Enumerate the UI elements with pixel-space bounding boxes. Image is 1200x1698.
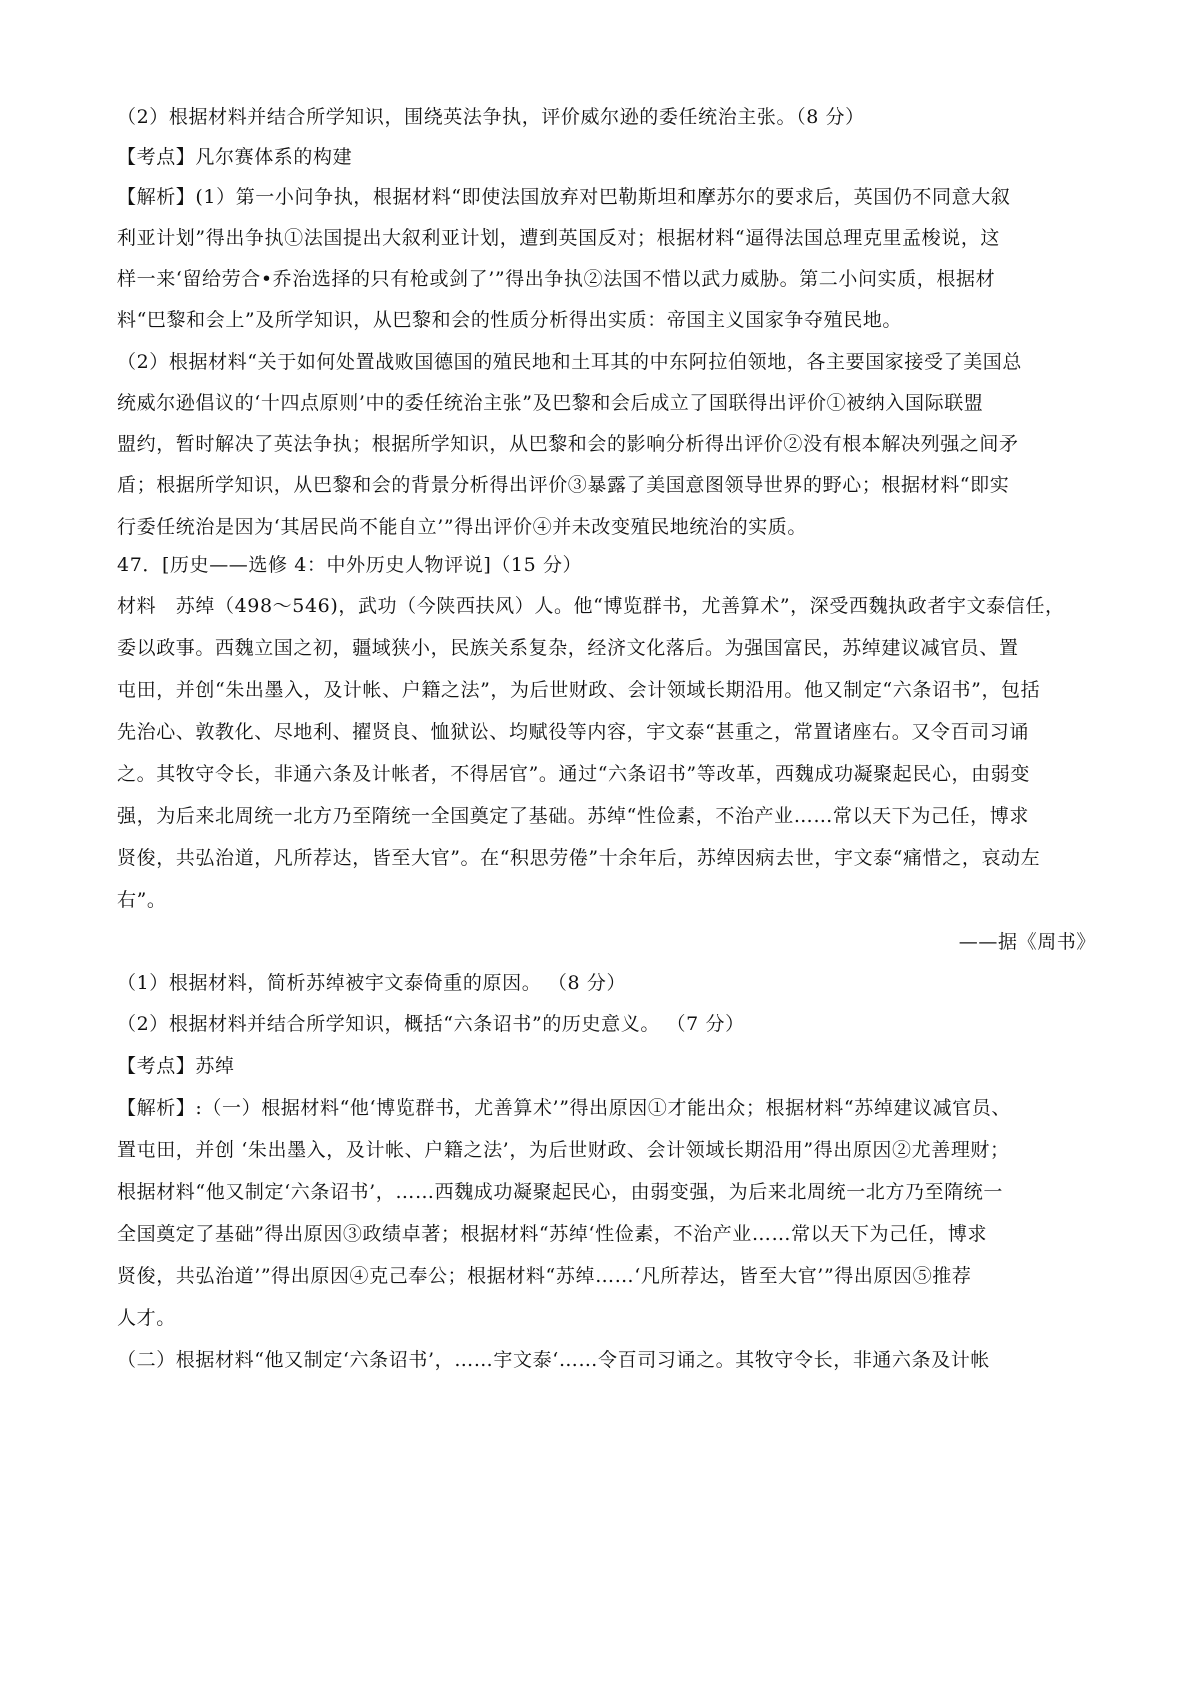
material-line: 右”。	[117, 889, 167, 911]
source-citation: ——据《周书》	[958, 931, 1096, 953]
analysis-line: （二）根据材料“他又制定‘六条诏书’，……宇文泰‘……令百司习诵之。其牧守令长，非通六条及计帐	[117, 1349, 991, 1371]
topic-label: 【考点】苏绰	[117, 1055, 235, 1077]
question-1-prompt: （1）根据材料，简析苏绰被宇文泰倚重的原因。 （8 分）	[117, 972, 627, 994]
analysis-line: 【解析】:（一）根据材料“他‘博览群书，尤善算术’”得出原因①才能出众；根据材料“苏绰建议减官员、	[117, 1097, 1012, 1119]
analysis-line: 【解析】(1）第一小问争执，根据材料“即使法国放弃对巴勒斯坦和摩苏尔的要求后，英国仍不同意大叙	[117, 186, 1011, 208]
analysis-line: 置屯田，并创 ‘朱出墨入，及计帐、户籍之法’，为后世财政、会计领域长期沿用”得出原因②尤善理财；	[117, 1139, 1010, 1161]
analysis-line: 全国奠定了基础”得出原因③政绩卓著；根据材料“苏绰‘性俭素，不治产业……常以天下为己任，博求	[117, 1223, 988, 1245]
topic-label: 【考点】凡尔赛体系的构建	[117, 146, 353, 168]
analysis-line: 料“巴黎和会上”及所学知识，从巴黎和会的性质分析得出实质：帝国主义国家争夺殖民地。	[117, 309, 903, 331]
question-47-heading: 47．[历史——选修 4：中外历史人物评说]（15 分）	[117, 554, 583, 576]
analysis-line: 行委任统治是因为‘其居民尚不能自立’”得出评价④并未改变殖民地统治的实质。	[117, 516, 807, 538]
material-line: 之。其牧守令长，非通六条及计帐者，不得居官”。通过“六条诏书”等改革，西魏成功凝聚起民心，由弱变	[117, 763, 1030, 785]
material-line: 屯田，并创“朱出墨入，及计帐、户籍之法”，为后世财政、会计领域长期沿用。他又制定“六条诏书”，包括	[117, 679, 1041, 701]
analysis-line: 人才。	[117, 1307, 176, 1329]
analysis-line: 样一来‘留给劳合•乔治选择的只有枪或剑了’”得出争执②法国不惜以武力威胁。第二小问实质，根据材	[117, 268, 996, 290]
analysis-line: 贤俊，共弘治道’”得出原因④克己奉公；根据材料“苏绰……‘凡所荐达，皆至大官’”得出原因⑤推荐	[117, 1265, 972, 1287]
analysis-line: 利亚计划”得出争执①法国提出大叙利亚计划，遭到英国反对；根据材料“逼得法国总理克里孟梭说，这	[117, 227, 1001, 249]
question-2-prompt: （2）根据材料并结合所学知识，围绕英法争执，评价威尔逊的委任统治主张。（8 分）	[117, 106, 865, 128]
analysis-line: 盾；根据所学知识，从巴黎和会的背景分析得出评价③暴露了美国意图领导世界的野心；根据材料“即实	[117, 474, 1010, 496]
material-line: 强，为后来北周统一北方乃至隋统一全国奠定了基础。苏绰“性俭素，不治产业……常以天下为己任，博求	[117, 805, 1029, 827]
material-line: 委以政事。西魏立国之初，疆域狭小，民族关系复杂，经济文化落后。为强国富民，苏绰建议减官员、置	[117, 637, 1019, 659]
material-line: 先治心、敦教化、尽地利、擢贤良、恤狱讼、均赋役等内容，宇文泰“甚重之，常置诸座右。又令百司习诵	[117, 721, 1029, 743]
material-line: 贤俊，共弘治道，凡所荐达，皆至大官”。在“积思劳倦”十余年后，苏绰因病去世，宇文泰“痛惜之，哀动左	[117, 847, 1041, 869]
material-line: 材料 苏绰（498～546)，武功（今陕西扶风）人。他“博览群书，尤善算术”，深受西魏执政者宇文泰信任，	[117, 595, 1065, 617]
analysis-line: （2）根据材料“关于如何处置战败国德国的殖民地和土耳其的中东阿拉伯领地，各主要国家接受了美国总	[117, 351, 1023, 373]
analysis-line: 统威尔逊倡议的‘十四点原则’中的委任统治主张”及巴黎和会后成立了国联得出评价①被纳入国际联盟	[117, 392, 984, 414]
analysis-line: 盟约，暂时解决了英法争执；根据所学知识，从巴黎和会的影响分析得出评价②没有根本解决列强之间矛	[117, 433, 1019, 455]
analysis-line: 根据材料“他又制定‘六条诏书’，……西魏成功凝聚起民心，由弱变强，为后来北周统一北方乃至隋统一	[117, 1181, 1003, 1203]
question-2-prompt: （2）根据材料并结合所学知识，概括“六条诏书”的历史意义。 （7 分）	[117, 1013, 745, 1035]
